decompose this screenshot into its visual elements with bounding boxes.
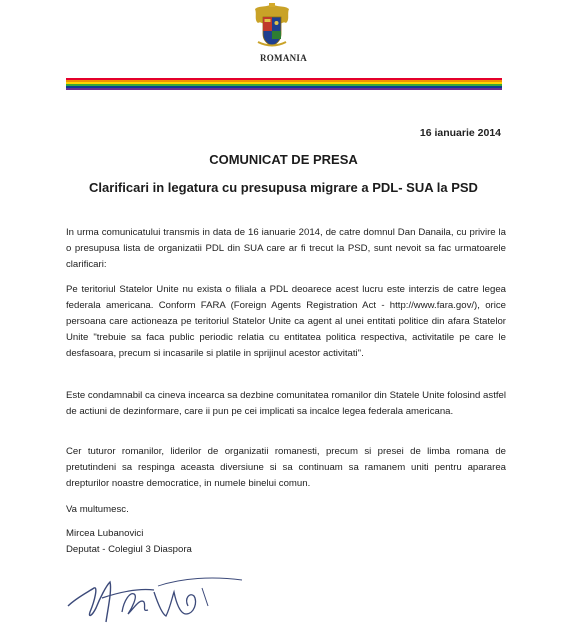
signature-block — [66, 526, 506, 558]
signer-title: Deputat - Colegiul 3 Diaspora — [66, 544, 192, 555]
paragraph-2: Pe teritoriul Statelor Unite nu exista o filiala a PDL deoarece acest lucru este interzis de catre legea federala americana. Conform FARA (Foreign Agents Registration Act - http://www.fara.gov/), orice persoana care actioneaza pe teritoriul Statelor Unite ca agent al unei entitati politice din afara Statelor Unite "trebuie sa faca public periodic relatia cu entitatea politica respectiva, activitatile pe care le desfasoara, precum si incasarile si platile in sprijinul acestor activitati". — [66, 284, 506, 359]
tricolor-stripe-band — [66, 78, 502, 90]
handwritten-signature — [62, 568, 247, 630]
stripe-6 — [66, 88, 502, 90]
paragraph-3: Este condamnabil ca cineva incearca sa dezbine comunitatea romanilor din Statele Unite folosind astfel de actiuni de dezinformare, care ii pun pe cei implicati sa incalce legea federala americana. — [66, 390, 506, 417]
document-subtitle: Clarificari in legatura cu presupusa migrare a PDL- SUA la PSD — [89, 180, 478, 195]
romania-coat-of-arms-icon — [252, 2, 292, 50]
paragraph-4: Cer tuturor romanilor, liderilor de organizatii romanesti, precum si presei de limba romana de pretutindeni sa respinga aceasta diversiune si sa continuam sa ramanem uniti pentru apararea drepturilor noastre democratice, in numele binelui comun. — [66, 446, 506, 489]
country-name: ROMANIA — [259, 53, 308, 63]
release-date: 16 ianuarie 2014 — [419, 127, 501, 139]
closing-line: Va multumesc. — [66, 504, 129, 515]
document-title: COMUNICAT DE PRESA — [209, 152, 358, 167]
signer-name: Mircea Lubanovici — [66, 528, 144, 539]
paragraph-1: In urma comunicatului transmis in data de 16 ianuarie 2014, de catre domnul Dan Danaila, cu privire la o presupusa lista de organizatii PDL din SUA care ar fi trecut la PSD, sunt nevoit sa fac urmatoarele clarificari: — [66, 227, 506, 270]
